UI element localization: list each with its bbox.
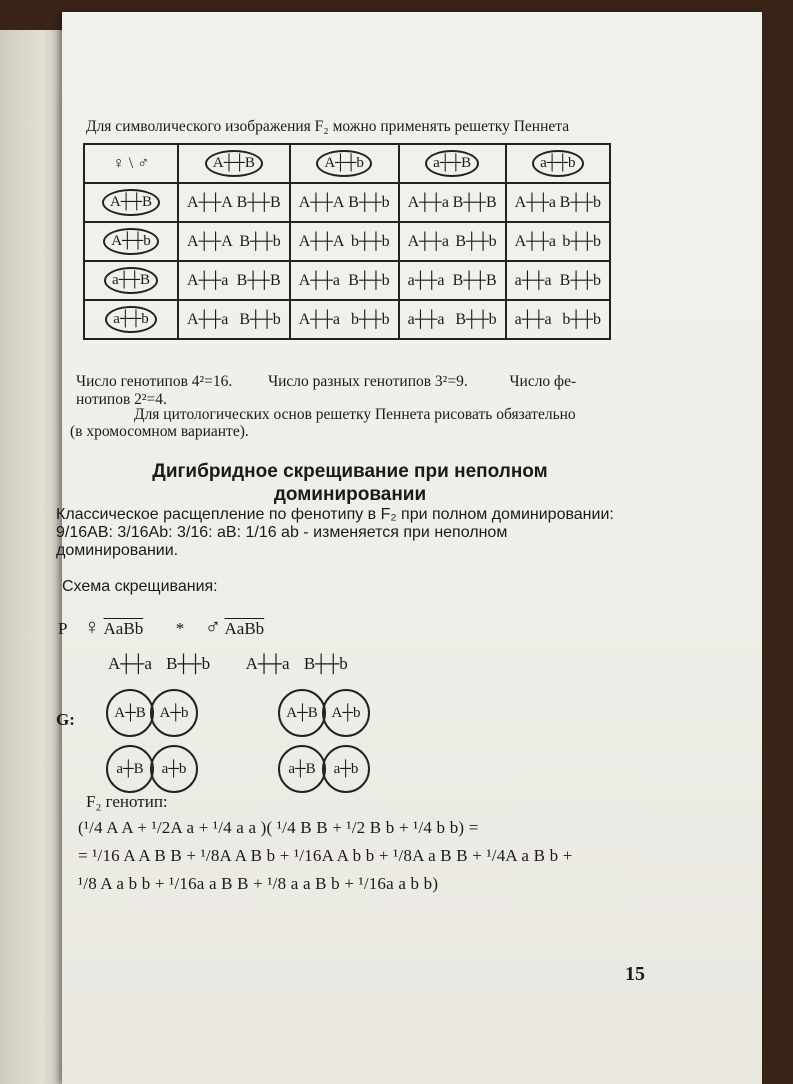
page-number: 15 [625, 963, 645, 985]
punnett-cell: a┼┼a B┼┼b [506, 261, 610, 300]
punnett-cell: A┼┼A B┼┼B [178, 183, 290, 222]
gamete: A┼b [150, 689, 198, 737]
punnett-cell: A┼┼a B┼┼b [506, 183, 610, 222]
punnett-cell: A┼┼a B┼┼b [178, 300, 290, 339]
phenotype-count-end: нотипов 2²=4. [76, 391, 167, 408]
punnett-row-header: a┼┼b [84, 300, 178, 339]
cytology-note-line-1: Для цитологических основ решетку Пеннета рисовать обязательно [134, 406, 576, 423]
equation-line-3: ¹/8 A a b b + ¹/16a a B B + ¹/8 a a B b + ¹/16a a b b) [78, 874, 439, 893]
gamete: A┼B [278, 689, 326, 737]
punnett-cell: A┼┼A B┼┼b [290, 183, 399, 222]
equation-line-2: = ¹/16 A A B B + ¹/8A A B b + ¹/16A A b b + ¹/8A a B B + ¹/4A a B b + [78, 846, 573, 865]
scheme-label: Схема скрещивания: [62, 578, 218, 595]
punnett-col-header: a┼┼B [399, 144, 506, 183]
gamete: A┼b [322, 689, 370, 737]
punnett-corner: ♀ \ ♂ [84, 144, 178, 183]
distinct-genotype-count: Число разных генотипов 3²=9. [268, 373, 468, 390]
punnett-row-header: A┼┼b [84, 222, 178, 261]
punnett-cell: A┼┼a b┼┼b [290, 300, 399, 339]
genotype-count: Число генотипов 4²=16. [76, 373, 233, 390]
punnett-square [83, 143, 611, 340]
gamete: A┼B [106, 689, 154, 737]
f2-label: F₂ генотип: [86, 792, 168, 811]
punnett-header-row [84, 144, 610, 183]
classic-ratio-text: Классическое расщепление по фенотипу в F₂ при полном доминировании: 9/16AB: 3/16Ab: 3/16: aB: 1/16 ab - изменяется при неполном доминировании. [56, 506, 614, 559]
gamete: a┼b [150, 745, 198, 793]
punnett-cell: a┼┼a B┼┼b [399, 300, 506, 339]
stats-line-1 [76, 373, 576, 391]
male-symbol: ♂ [204, 614, 222, 639]
punnett-row-header: A┼┼B [84, 183, 178, 222]
punnett-cell: A┼┼a B┼┼b [290, 261, 399, 300]
punnett-row [84, 261, 610, 300]
gametes-label: G: [56, 710, 75, 729]
p-label: P [58, 619, 68, 638]
female-genotype: AaBb [103, 619, 144, 638]
punnett-col-header: a┼┼b [506, 144, 610, 183]
gamete: a┼B [278, 745, 326, 793]
punnett-cell: A┼┼A b┼┼b [290, 222, 399, 261]
punnett-cell: A┼┼A B┼┼b [178, 222, 290, 261]
parental-cross [58, 614, 264, 640]
gamete: a┼B [106, 745, 154, 793]
punnett-cell: a┼┼a b┼┼b [506, 300, 610, 339]
punnett-cell: A┼┼a B┼┼B [178, 261, 290, 300]
punnett-row [84, 222, 610, 261]
female-symbol: ♀ [83, 614, 101, 639]
punnett-cell: a┼┼a B┼┼B [399, 261, 506, 300]
cross-operator: * [175, 619, 185, 638]
equation-line-1: (¹/4 A A + ¹/2A a + ¹/4 a a )( ¹/4 B B + ¹/2 B b + ¹/4 b b) = [78, 818, 479, 837]
punnett-row [84, 183, 610, 222]
cytology-note-line-2: (в хромосомном варианте). [70, 423, 249, 440]
punnett-col-header: A┼┼b [290, 144, 399, 183]
punnett-col-header: A┼┼B [178, 144, 290, 183]
phenotype-count-start: Число фе- [509, 373, 577, 390]
punnett-cell: A┼┼a B┼┼B [399, 183, 506, 222]
punnett-cell: A┼┼a B┼┼b [399, 222, 506, 261]
gamete: a┼b [322, 745, 370, 793]
punnett-row-header: a┼┼B [84, 261, 178, 300]
chromosome-notation: A┼┼a B┼┼b A┼┼a B┼┼b [108, 654, 348, 673]
male-genotype: AaBb [224, 619, 265, 638]
punnett-cell: A┼┼a b┼┼b [506, 222, 610, 261]
punnett-row [84, 300, 610, 339]
section-heading: Дигибридное скрещивание при неполном доминировании [152, 461, 548, 505]
intro-text: Для символического изображения F₂ можно применять решетку Пеннета [86, 118, 570, 135]
